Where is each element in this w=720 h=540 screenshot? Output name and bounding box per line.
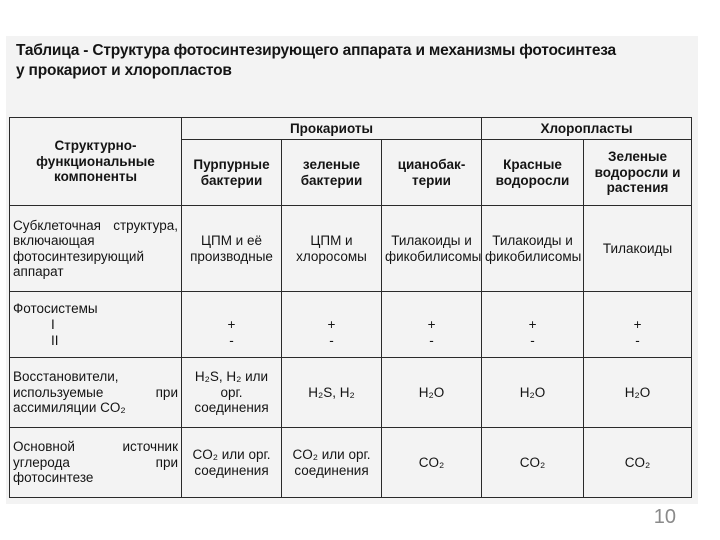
table-cell: + -	[382, 292, 482, 358]
row-label-text: Фотосистемы	[13, 300, 98, 316]
table-row	[10, 428, 692, 498]
column-header: Красные водоросли	[482, 140, 584, 206]
table-cell: CO₂	[584, 428, 692, 498]
header-prokaryotes: Прокариоты	[182, 118, 482, 140]
table-cell: ЦПМ и её производные	[182, 206, 282, 292]
table-cell: CO₂	[382, 428, 482, 498]
page-number: 10	[653, 506, 676, 528]
table-cell: Тилакоиды и фикобилисомы	[382, 206, 482, 292]
table-cell: H₂O	[584, 358, 692, 428]
title-line-2: у прокариот и хлоропластов	[16, 62, 232, 79]
table-cell: H₂O	[382, 358, 482, 428]
photosystem-2-label: II	[51, 332, 59, 348]
column-header: зеленые бактерии	[282, 140, 382, 206]
row-label: Основной источник углерода при фотосинтезе	[10, 428, 182, 498]
table-row	[10, 358, 692, 428]
column-header: Зеленые водоросли и растения	[584, 140, 692, 206]
row-label	[10, 292, 182, 358]
title-line-1: Таблица - Структура фотосинтезирующего аппарата и механизмы фотосинтеза	[16, 42, 616, 59]
table-cell: + -	[584, 292, 692, 358]
table-cell: CO₂ или орг. соединения	[282, 428, 382, 498]
table-cell: H₂S, H₂ или орг. соединения	[182, 358, 282, 428]
photosynthesis-table	[9, 117, 692, 498]
table-cell: H₂S, H₂	[282, 358, 382, 428]
table-cell: + -	[282, 292, 382, 358]
table-row	[10, 206, 692, 292]
row-label: Субклеточная структура, включающая фотосинтезирующий аппарат	[10, 206, 182, 292]
column-header: Пурпурные бактерии	[182, 140, 282, 206]
table-cell: Тилакоиды	[584, 206, 692, 292]
table-title	[16, 41, 696, 81]
table-cell: + -	[182, 292, 282, 358]
header-chloroplasts: Хлоропласты	[482, 118, 692, 140]
header-components: Структурно-функциональные компоненты	[10, 118, 182, 206]
table-cell: CO₂ или орг. соединения	[182, 428, 282, 498]
table-cell: CO₂	[482, 428, 584, 498]
table-cell: + -	[482, 292, 584, 358]
column-header: цианобак-терии	[382, 140, 482, 206]
photosystem-1-label: I	[51, 316, 55, 332]
row-label: Восстановители, используемые при ассимиляции CO₂	[10, 358, 182, 428]
table-cell: Тилакоиды и фикобилисомы	[482, 206, 584, 292]
table-cell: ЦПМ и хлоросомы	[282, 206, 382, 292]
table-cell: H₂O	[482, 358, 584, 428]
table-row	[10, 292, 692, 358]
